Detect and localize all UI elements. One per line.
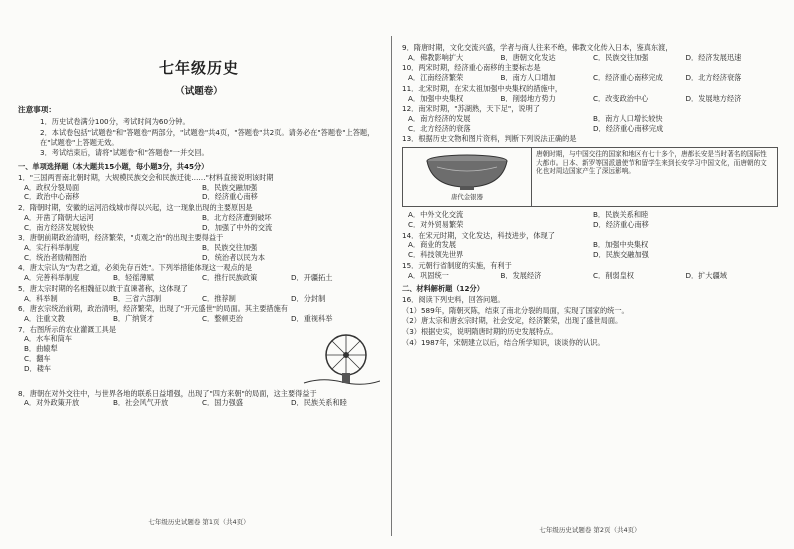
question [18, 263, 380, 282]
note-item: 2．本试卷包括"试题卷"和"答题卷"两部分，"试题卷"共4页，"答题卷"共2页。请务必在"答题卷"上答题，在"试题卷"上答题无效。 [40, 128, 375, 147]
page-footer: 七年级历史试题卷 第1页（共4页） [148, 518, 250, 527]
option: C．翻车 [24, 353, 51, 363]
question-stem: 9．隋唐时期，文化交流兴盛，学者与商人往来不绝，佛教文化传入日本，鉴真东渡， [402, 43, 673, 52]
question [18, 304, 380, 323]
artifact-caption: 唐代金银器 [451, 192, 483, 201]
artifact-image [403, 148, 532, 206]
option: B．唐朝文化发达 [500, 52, 556, 62]
option: B．发展经济 [500, 270, 542, 280]
question [402, 84, 778, 103]
option: C．整顿吏治 [202, 313, 243, 323]
option: A．巩固统一 [408, 270, 449, 280]
option: D．统治者以民为本 [202, 252, 266, 262]
option: C．对外贸易繁荣 [408, 219, 464, 229]
passage-line: 16．阅读下列史料，回答问题。 [402, 294, 505, 304]
option: A．中外文化交流 [408, 210, 464, 220]
option: A．水车和筒车 [24, 334, 73, 344]
option: A．实行科举制度 [24, 242, 80, 252]
option: A．对外政策开放 [24, 398, 80, 408]
section-heading: 一、单项选择题（本大题共15小题，每小题3分，共45分） [18, 162, 209, 172]
option: B．北方经济遭到破坏 [202, 212, 272, 222]
page-title: 七年级历史 [158, 59, 239, 77]
question-options [18, 314, 380, 324]
option: A．完善科举制度 [24, 273, 80, 283]
option: D．分封制 [291, 293, 326, 303]
option: B．削弱地方势力 [500, 93, 556, 103]
option: B．三省六部制 [113, 293, 162, 303]
question-stem: 11．北宋时期，在宋太祖加强中央集权的措施中， [402, 83, 563, 93]
question-options [18, 294, 380, 304]
question [402, 104, 778, 133]
option: D．加强了中外的交流 [202, 222, 273, 232]
page-divider [391, 36, 392, 536]
option: A．注重文教 [24, 313, 65, 323]
question-options [402, 73, 778, 83]
option: B．民族交融加强 [202, 182, 258, 192]
question-options [402, 114, 778, 133]
option: A．商业的发展 [408, 240, 457, 250]
option: C．国力强盛 [202, 398, 243, 408]
note-item: 1．历史试卷满分100分，考试时间为60分钟。 [40, 117, 190, 127]
question-stem: 2．隋朝时期，安徽的运河沿线城市得以兴起，这一现象出现的主要原因是 [18, 203, 253, 213]
option: B．民族交往加强 [202, 242, 258, 252]
question [402, 134, 778, 229]
artifact-panel [402, 147, 778, 207]
question-options [402, 210, 778, 229]
option: A．加强中央集权 [408, 93, 464, 103]
question-stem: 4．唐太宗认为"为君之道，必须先存百姓"。下列举措能体现这一观点的是 [18, 263, 253, 273]
question-stem: 12．南宋时期，"苏湖熟，天下足"，说明了 [402, 104, 540, 114]
passage-line: （3）根据史实，说明隋唐时期的历史发展特点。 [402, 327, 558, 337]
question [18, 203, 380, 232]
question [18, 233, 380, 262]
question-stem: 14．在宋元时期，文化发达，科技进步，体现了 [402, 230, 555, 240]
question-stem: 6．唐玄宗统治前期，政治清明，经济繁荣，出现了"开元盛世"的局面。其主要措施有 [18, 304, 288, 314]
option: A．科举制 [24, 293, 58, 303]
question-options [18, 183, 380, 202]
question-stem: 3．唐朝前期政治清明，经济繁荣，"贞观之治"的出现主要得益于 [18, 233, 224, 243]
question [18, 173, 380, 202]
question-options [18, 398, 380, 408]
option: D．经济发展迅速 [685, 52, 742, 62]
option: B．加强中央集权 [593, 240, 649, 250]
question-options [402, 53, 778, 63]
option: B．南方人口增加 [500, 73, 556, 83]
question-stem: 13．根据历史文物和图片资料，判断下列说法正确的是 [402, 134, 577, 144]
left-page [18, 30, 380, 535]
option: D．扩大疆域 [685, 270, 727, 280]
option: D．开疆拓土 [291, 273, 333, 283]
option: C．民族交往加强 [593, 52, 649, 62]
option: D．经济重心南移 [202, 192, 258, 202]
question-options [402, 271, 778, 281]
option: D．经济重心南移完成 [593, 123, 664, 133]
option: D．北方经济衰落 [685, 73, 742, 83]
passage-line: （4）1987年，宋朝建立以后，结合所学知识，谈谈你的认识。 [402, 337, 605, 347]
option: D．民族关系和睦 [291, 398, 347, 408]
option: A．南方经济的发展 [408, 114, 471, 124]
section-heading: 二、材料解析题（12分） [402, 284, 484, 294]
question-stem: 8．唐朝在对外交往中，与世界各地的联系日益增强，出现了"四方来朝"的局面，这主要得益于 [18, 388, 317, 398]
bowl-illustration [422, 153, 512, 191]
page-footer: 七年级历史试题卷 第2页（共4页） [539, 526, 641, 535]
question [402, 43, 778, 62]
question [18, 325, 380, 374]
option: A．佛教影响扩大 [408, 52, 464, 62]
question [18, 284, 380, 303]
question-options [402, 240, 778, 259]
option: C．推荐制 [202, 293, 236, 303]
question [402, 231, 778, 260]
option: D．经济重心南移 [593, 219, 649, 229]
question [402, 63, 778, 82]
option: A．政权分裂局面 [24, 182, 80, 192]
option: A．江南经济繁荣 [408, 73, 464, 83]
question-stem: 7．右图所示的农业灌溉工具是 [18, 324, 117, 334]
option: D．重视科举 [291, 313, 333, 323]
option: B．社会风气开放 [113, 398, 169, 408]
page-subtitle: （试题卷） [175, 86, 223, 98]
note-item: 3．考试结束后，请将"试题卷"和"答题卷"一并交回。 [40, 148, 209, 158]
option: C．北方经济的衰落 [408, 123, 471, 133]
option: D．民族交融加强 [593, 250, 649, 260]
notes-heading: 注意事项： [18, 105, 56, 115]
question-options [18, 243, 380, 262]
question-stem: 1．"三国两晋南北朝时期，大规模民族交会和民族迁徙……"材料直接说明该时期 [18, 172, 274, 182]
artifact-description: 唐朝时期，与中国交往的国家和地区有七十多个，唐都长安是当时著名的国际性大都市。日本、新罗等国派遣使节和留学生来到长安学习中国文化，而唐朝的文化也对周边国家产生了深远影响。 [536, 150, 767, 176]
option: D．耧车 [24, 363, 52, 373]
question-options [18, 273, 380, 283]
option: D．发展地方经济 [685, 93, 742, 103]
option: C．政治中心南移 [24, 192, 80, 202]
option: B．民族关系和睦 [593, 210, 649, 220]
option: B．南方人口增长较快 [593, 114, 663, 124]
question-stem: 15．元朝行省制度的实施，有利于 [402, 260, 512, 270]
option: A．开凿了隋朝大运河 [24, 212, 94, 222]
waterwheel-illustration [302, 327, 380, 387]
option: C．经济重心南移完成 [593, 73, 663, 83]
question-stem: 5．唐太宗时期的名相魏征以敢于直谏著称，这体现了 [18, 283, 188, 293]
option: C．南方经济发展较快 [24, 222, 94, 232]
option: C．科技领先世界 [408, 250, 464, 260]
option: C．推行民族政策 [202, 273, 258, 283]
question [402, 261, 778, 280]
option: C．削弱皇权 [593, 270, 634, 280]
question-stem: 10．两宋时期，经济重心南移的主要标志是 [402, 63, 541, 73]
passage-line: （1）589年，隋朝灭陈，结束了南北分裂的局面，实现了国家的统一。 [402, 305, 629, 315]
right-page [402, 42, 778, 547]
option: B．广纳贤才 [113, 313, 154, 323]
question-options [18, 213, 380, 232]
option: C．改变政治中心 [593, 93, 649, 103]
question [18, 389, 380, 408]
question-options [402, 94, 778, 104]
option: B．轻徭薄赋 [113, 273, 154, 283]
passage-line: （2）唐太宗和唐玄宗时期，社会安定，经济繁荣，出现了盛世局面。 [402, 316, 623, 326]
option: B．曲辕犁 [24, 344, 58, 354]
option: C．统治者励精图治 [24, 252, 87, 262]
